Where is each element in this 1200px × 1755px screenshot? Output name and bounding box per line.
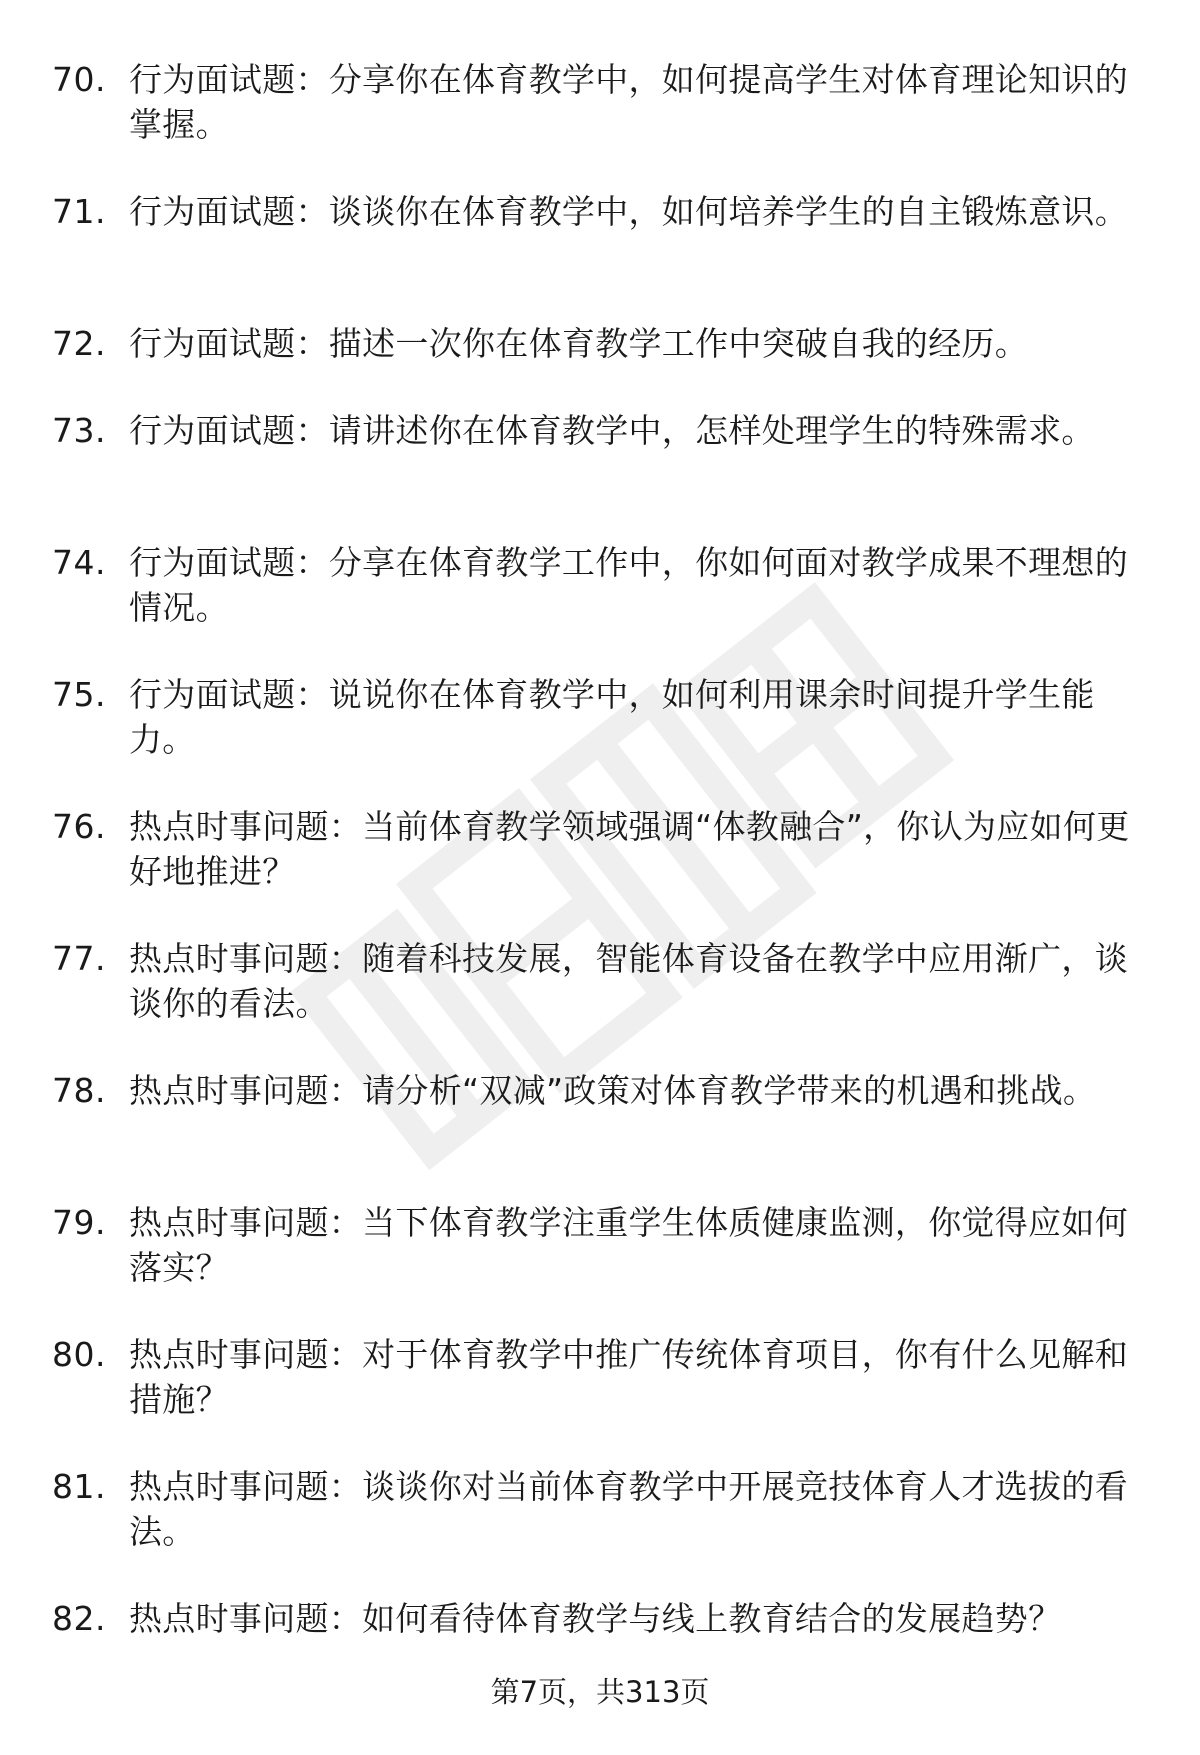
list-item (0, 1596, 1200, 1656)
question-text: 行为面试题：说说你在体育教学中，如何利用课余时间提升学生能力。 (129, 675, 1095, 759)
list-item (0, 672, 1200, 804)
question-number: 72. (52, 324, 106, 363)
question-list (0, 57, 1200, 1656)
question-number: 71. (52, 192, 106, 231)
list-item (0, 57, 1200, 189)
list-item (0, 540, 1200, 672)
question-number: 79. (52, 1203, 106, 1242)
question-text: 行为面试题：请讲述你在体育教学中，怎样处理学生的特殊需求。 (129, 411, 1095, 450)
question-text: 热点时事问题：当下体育教学注重学生体质健康监测，你觉得应如何落实？ (129, 1203, 1128, 1287)
page-footer: 第7页，共313页 (490, 1675, 710, 1709)
question-text: 热点时事问题：随着科技发展，智能体育设备在教学中应用渐广，谈谈你的看法。 (129, 939, 1128, 1023)
question-number: 70. (52, 60, 106, 99)
question-text: 热点时事问题：如何看待体育教学与线上教育结合的发展趋势？ (129, 1599, 1062, 1638)
list-item (0, 1068, 1200, 1200)
question-number: 78. (52, 1071, 106, 1110)
question-number: 75. (52, 675, 106, 714)
list-item (0, 804, 1200, 936)
question-number: 74. (52, 543, 106, 582)
question-text: 行为面试题：谈谈你在体育教学中，如何培养学生的自主锻炼意识。 (129, 192, 1128, 231)
list-item (0, 1200, 1200, 1332)
question-text: 行为面试题：分享你在体育教学中，如何提高学生对体育理论知识的掌握。 (129, 60, 1128, 144)
list-item (0, 936, 1200, 1068)
question-number: 73. (52, 411, 106, 450)
question-text: 行为面试题：描述一次你在体育教学工作中突破自我的经历。 (129, 324, 1029, 363)
list-item (0, 321, 1200, 408)
list-item (0, 1464, 1200, 1596)
question-text: 热点时事问题：对于体育教学中推广传统体育项目，你有什么见解和措施？ (129, 1335, 1128, 1419)
list-item (0, 408, 1200, 540)
list-item (0, 1332, 1200, 1464)
list-item (0, 189, 1200, 321)
question-number: 82. (52, 1599, 106, 1638)
question-number: 76. (52, 807, 106, 846)
question-text: 行为面试题：分享在体育教学工作中，你如何面对教学成果不理想的情况。 (129, 543, 1128, 627)
question-number: 77. (52, 939, 106, 978)
question-text: 热点时事问题：当前体育教学领域强调“体教融合”，你认为应如何更好地推进？ (129, 807, 1130, 891)
question-number: 81. (52, 1467, 106, 1506)
question-number: 80. (52, 1335, 106, 1374)
question-text: 热点时事问题：请分析“双减”政策对体育教学带来的机遇和挑战。 (129, 1071, 1097, 1110)
question-text: 热点时事问题：谈谈你对当前体育教学中开展竞技体育人才选拔的看法。 (129, 1467, 1128, 1551)
